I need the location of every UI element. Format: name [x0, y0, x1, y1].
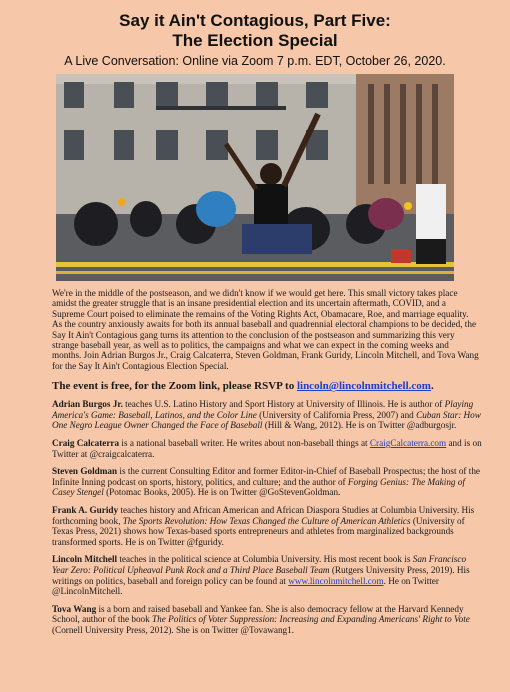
bio-name: Tova Wang: [52, 603, 97, 614]
bio-mitchell: [52, 554, 482, 596]
book-title: Playing America's Game: Baseball, Latinos, and the Color Line: [52, 399, 474, 420]
bio-name: Frank A. Guridy: [52, 505, 119, 515]
bio-text: (Cornell University Press, 2012). She is on Twitter @Tovawang1.: [52, 624, 295, 635]
bio-text: is a national baseball writer. He writes about non-baseball things at: [119, 438, 370, 449]
book-title: The Politics of Voter Suppression: Increasing and Expanding Americans' Right to Vote: [152, 614, 470, 625]
protest-photo: [56, 74, 454, 281]
bio-goldman: [52, 466, 482, 498]
book-title: The Sports Revolution: How Texas Changed the Culture of American Athletics: [122, 515, 411, 526]
bio-burgos: [52, 399, 482, 431]
bio-text: (Hill & Wang, 2012). He is on Twitter @adburgosjr.: [262, 420, 457, 431]
bio-text: is a born and raised baseball and Yankee fan. She is also democracy fellow at the Harvard Kennedy School, author of the book: [52, 603, 464, 625]
bio-text: teaches in the political science at Columbia University. His most recent book is: [117, 554, 413, 565]
bio-guridy: [52, 505, 482, 547]
title-line-2: The Election Special: [172, 31, 338, 50]
bio-wang: [52, 604, 482, 636]
bio-text: . He on Twitter @LincolnMitchell.: [52, 575, 439, 597]
event-subtitle: A Live Conversation: Online via Zoom 7 p.m. EDT, October 26, 2020.: [64, 54, 446, 68]
title-line-1: Say it Ain't Contagious, Part Five:: [119, 11, 391, 30]
mitchell-website-link[interactable]: www.lincolnmitchell.com: [288, 575, 384, 586]
book-title: Forging Genius: The Making of Casey Stengel: [52, 476, 465, 498]
bio-text: (Potomac Books, 2005). He is on Twitter @GoStevenGoldman.: [103, 487, 341, 498]
bio-text: is the current Consulting Editor and former Editor-in-Chief of Baseball Prospectus; the host of the Infinite Inning podcast on sports, history, politics, and culture; and the author of: [52, 466, 480, 487]
rsvp-email-link[interactable]: lincoln@lincolnmitchell.com: [296, 380, 431, 393]
bio-text: and is on Twitter at @craigcalcaterra.: [52, 438, 482, 459]
rsvp-text: The event is free, for the Zoom link, please RSVP to: [52, 380, 297, 393]
bio-text: (University of Texas Press, 2021) shows how Texas-based sports entrepreneurs and athletes from marginalized backgrounds transformed sports. He is on Twitter @fguridy.: [52, 515, 465, 547]
bio-name: Adrian Burgos Jr.: [52, 399, 123, 410]
book-title: Cuban Star: How One Negro League Owner Changed the Face of Baseball: [52, 409, 481, 431]
bio-text: teaches U.S. Latino History and Sport History at University of Illinois. He is author of: [122, 399, 445, 410]
bio-text: (Rutgers University Press, 2019). His writings on politics, baseball and foreign policy can be found at: [52, 564, 470, 586]
intro-paragraph: We're in the middle of the postseason, and we didn't know if we would get here. This small victory takes place amidst the greater struggle that is an insane presidential election and its uncertain aftermath, COVID, and a Supreme Court poised to eliminate the remains of the Voting Rights Act, Obamacare, Roe, and marriage equality. As the country anxiously awaits for both its annual baseball and quadrennial electoral champions to be decided, the Say It Ain't Contagious gang turns its attention to the conclusion of the postseason and summarizing this very strange baseball year, as well as to politics, the campaigns and what we can expect in the coming weeks and months. Join Adrian Burgos Jr., Craig Calcaterra, Steven Goldman, Frank Guridy, Lincoln Mitchell, and Tova Wang for the Say It Ain't Contagious Election Special.: [52, 288, 479, 371]
bio-text: (University of California Press, 2007) and: [256, 409, 417, 420]
bio-text: teaches history and African American and African Diaspora Studies at Columbia University. His forthcoming book,: [52, 505, 475, 526]
bio-name: Lincoln Mitchell: [52, 554, 118, 565]
rsvp-line: [52, 380, 480, 392]
book-title: San Francisco Year Zero: Political Upheaval Punk Rock and a Third Place Baseball Team: [52, 554, 467, 575]
rsvp-end: .: [430, 380, 434, 393]
bio-calcaterra: [52, 438, 482, 459]
calcaterra-website-link[interactable]: CraigCalcaterra.com: [369, 438, 447, 449]
page-title: [0, 0, 510, 51]
bio-name: Steven Goldman: [52, 466, 118, 477]
bio-name: Craig Calcaterra: [52, 438, 120, 449]
